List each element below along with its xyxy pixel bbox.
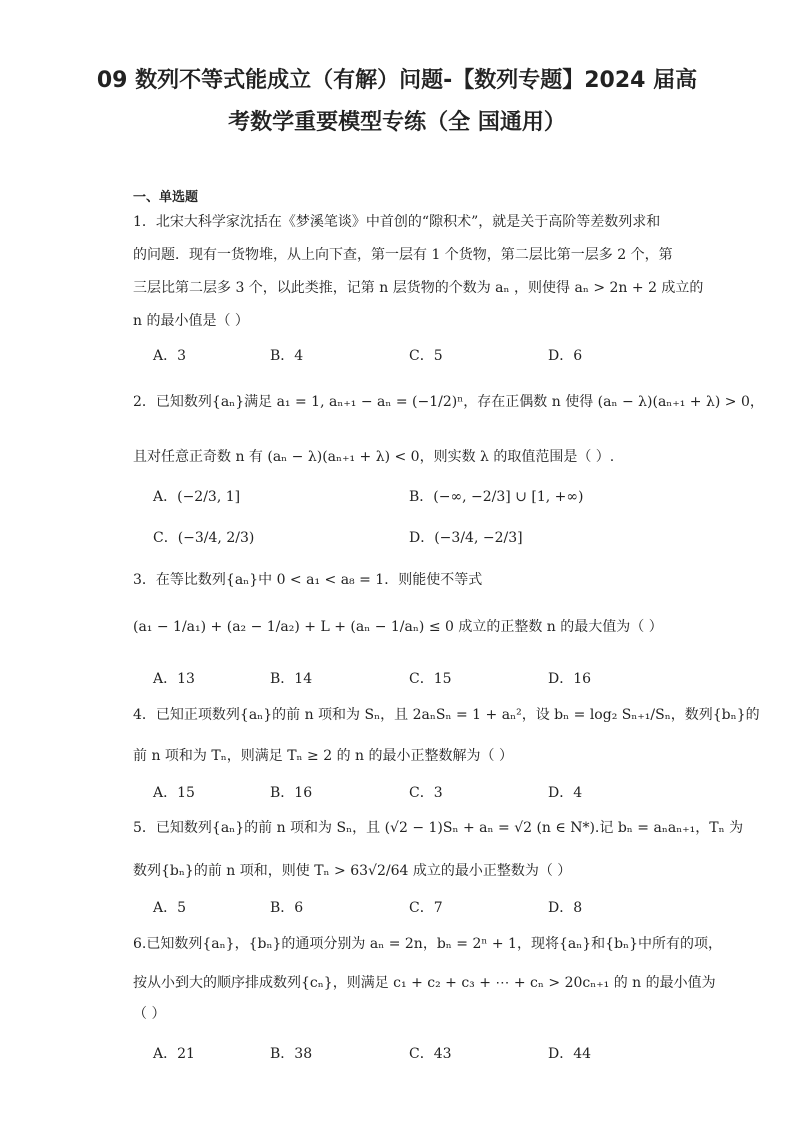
option-b[interactable]: B．14 (270, 671, 313, 687)
question-line: 5．已知数列{aₙ}的前 n 项和为 Sₙ，且 (√2 − 1)Sₙ + aₙ = √2 (n ∈ N*).记 bₙ = aₙaₙ₊₁，Tₙ 为 (133, 820, 744, 836)
option-a[interactable]: A．3 (153, 348, 187, 364)
question-line: 6.已知数列{aₙ}，{bₙ}的通项分别为 aₙ = 2n，bₙ = 2ⁿ + 1，现将{aₙ}和{bₙ}中所有的项， (133, 936, 723, 952)
option-b[interactable]: B．6 (270, 900, 304, 916)
question-line: 数列{bₙ}的前 n 项和，则使 Tₙ > 63√2/64 成立的最小正整数为（ ） (133, 863, 572, 879)
option-b[interactable]: B．16 (270, 785, 313, 801)
section-heading: 一、单选题 (133, 190, 199, 205)
option-a[interactable]: A．21 (153, 1046, 195, 1062)
option-b[interactable]: B．4 (270, 348, 304, 364)
option-c[interactable]: C．7 (409, 900, 443, 916)
question-6 (133, 928, 723, 1031)
question-5 (133, 812, 744, 888)
question-line: 3．在等比数列{aₙ}中 0 < a₁ < a₈ = 1．则能使不等式 (133, 572, 483, 588)
option-a[interactable]: A．5 (153, 900, 187, 916)
question-line: n 的最小值是（ ） (133, 313, 249, 329)
question-line: （ ） (133, 1006, 166, 1022)
option-d[interactable]: D．4 (548, 785, 583, 801)
page-title (60, 60, 734, 144)
option-a[interactable]: A．15 (153, 785, 195, 801)
question-line: (a₁ − 1/a₁) + (a₂ − 1/a₂) + L + (aₙ − 1/aₙ) ≤ 0 成立的正整数 n 的最大值为（ ） (133, 619, 663, 635)
option-c[interactable]: C．43 (409, 1046, 452, 1062)
question-line: 4．已知正项数列{aₙ}的前 n 项和为 Sₙ，且 2aₙSₙ = 1 + aₙ²，设 bₙ = log₂ Sₙ₊₁/Sₙ，数列{bₙ}的 (133, 707, 760, 723)
question-1 (133, 206, 704, 338)
title-line-1: 09 数列不等式能成立（有解）问题-【数列专题】2024 届高 (96, 68, 698, 93)
option-d[interactable]: D．(−3/4, −2/3] (409, 530, 523, 546)
question-line: 前 n 项和为 Tₙ，则满足 Tₙ ≥ 2 的 n 的最小正整数解为（ ） (133, 748, 513, 764)
question-line: 2．已知数列{aₙ}满足 a₁ = 1, aₙ₊₁ − aₙ = (−1/2)ⁿ，存在正偶数 n 使得 (aₙ − λ)(aₙ₊₁ + λ) > 0， (133, 394, 764, 410)
option-b[interactable]: B．(−∞, −2/3] ∪ [1, +∞) (409, 489, 584, 505)
option-a[interactable]: A．(−2/3, 1] (153, 489, 241, 505)
question-line: 且对任意正奇数 n 有 (aₙ − λ)(aₙ₊₁ + λ) < 0，则实数 λ 的取值范围是（ ）. (133, 449, 615, 465)
question-line: 的问题．现有一货物堆，从上向下查，第一层有 1 个货物，第二层比第一层多 2 个，第 (133, 247, 673, 263)
option-d[interactable]: D．6 (548, 348, 583, 364)
option-c[interactable]: C．5 (409, 348, 443, 364)
option-d[interactable]: D．8 (548, 900, 583, 916)
question-3 (133, 564, 669, 644)
title-line-2: 考数学重要模型专练（全 国通用） (228, 110, 566, 135)
question-4 (133, 699, 760, 773)
option-c[interactable]: C．15 (409, 671, 452, 687)
option-d[interactable]: D．16 (548, 671, 592, 687)
option-c[interactable]: C．(−3/4, 2/3) (153, 530, 255, 546)
question-2 (133, 386, 764, 474)
option-d[interactable]: D．44 (548, 1046, 592, 1062)
question-line: 三层比第二层多 3 个，以此类推，记第 n 层货物的个数为 aₙ ，则使得 aₙ > 2n + 2 成立的 (133, 280, 704, 296)
question-line: 按从小到大的顺序排成数列{cₙ}，则满足 c₁ + c₂ + c₃ + ⋯ + cₙ > 20cₙ₊₁ 的 n 的最小值为 (133, 975, 716, 991)
option-c[interactable]: C．3 (409, 785, 443, 801)
question-line: 1．北宋大科学家沈括在《梦溪笔谈》中首创的“隙积术”，就是关于高阶等差数列求和 (133, 214, 661, 230)
option-a[interactable]: A．13 (153, 671, 195, 687)
option-b[interactable]: B．38 (270, 1046, 313, 1062)
